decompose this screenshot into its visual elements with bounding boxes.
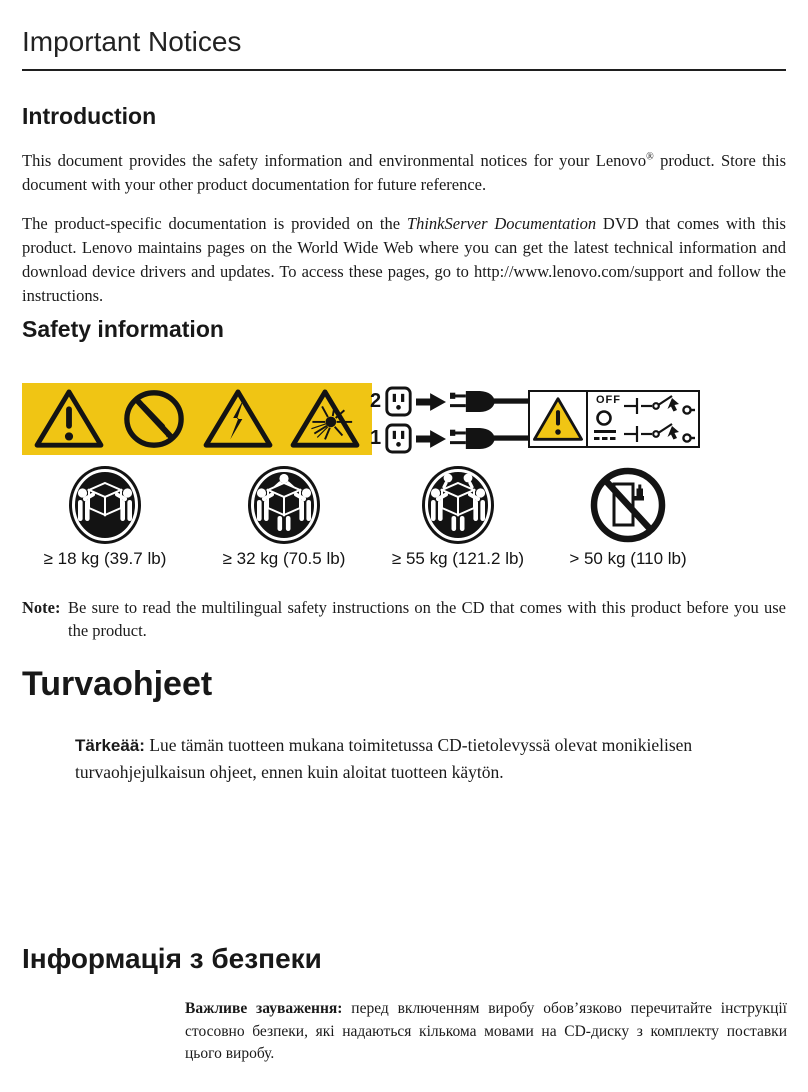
two-person-lift-icon bbox=[66, 463, 144, 547]
four-person-lift-icon bbox=[419, 463, 497, 547]
section-heading-ukrainian: Інформація з безпеки bbox=[22, 943, 322, 974]
safety-graphics-block bbox=[22, 383, 786, 575]
note-label: Note: bbox=[22, 598, 61, 617]
finnish-important-label: Tärkeää: bbox=[75, 736, 145, 755]
section-heading-introduction: Introduction bbox=[22, 103, 157, 129]
ukrainian-text: перед включенням виробу обов’язково перечитайте інструкції стосовно безпеки, які надаються кількома мовами на CD-диску з комплекту поставки цього виробу. bbox=[185, 1000, 787, 1062]
power-plug-icon bbox=[450, 390, 538, 413]
off-text: OFF bbox=[596, 394, 621, 406]
paragraph-intro-1-text: This document provides the safety information and environmental notices for your Lenovo bbox=[22, 151, 647, 170]
weight-label: ≥ 55 kg (121.2 lb) bbox=[391, 549, 525, 568]
power-cord-steps bbox=[370, 383, 532, 455]
hazard-symbol-strip bbox=[22, 383, 372, 455]
paragraph-ukrainian bbox=[185, 998, 787, 1066]
power-outlet-icon bbox=[385, 423, 412, 454]
power-outlet-icon bbox=[385, 386, 412, 417]
note-block bbox=[22, 596, 786, 642]
no-hand-truck-icon bbox=[589, 463, 667, 547]
paragraph-intro-1 bbox=[22, 149, 786, 197]
warning-triangle-icon bbox=[31, 388, 107, 450]
section-heading-safety: Safety information bbox=[22, 316, 224, 342]
switch-diagram-icon bbox=[588, 392, 696, 446]
power-plug-icon bbox=[450, 427, 538, 450]
title-rule bbox=[22, 69, 786, 71]
arrow-right-icon bbox=[416, 393, 446, 411]
section-heading-finnish: Turvaohjeet bbox=[22, 665, 213, 703]
ukrainian-important-label: Важливе зауваження: bbox=[185, 1000, 343, 1017]
arrow-right-icon bbox=[416, 430, 446, 448]
power-step-row-2 bbox=[370, 385, 532, 418]
page-title: Important Notices bbox=[22, 26, 242, 57]
no-screwdriver-icon bbox=[118, 388, 190, 450]
step-number: 2 bbox=[370, 390, 382, 412]
disconnect-panel bbox=[528, 390, 700, 448]
disconnect-symbols bbox=[588, 392, 698, 446]
registered-trademark-symbol: ® bbox=[646, 151, 654, 163]
thinkserver-documentation-title: ThinkServer Documentation bbox=[406, 214, 597, 233]
three-person-lift-icon bbox=[245, 463, 323, 547]
weight-label: ≥ 18 kg (39.7 lb) bbox=[43, 549, 167, 568]
weight-label: > 50 kg (110 lb) bbox=[569, 549, 687, 568]
warning-triangle-small-icon bbox=[530, 392, 588, 446]
paragraph-intro-1-cont: product. Store this document with your other product documentation for future reference. bbox=[22, 151, 786, 194]
note-text: Be sure to read the multilingual safety instructions on the CD that comes with this product before you use the product. bbox=[68, 598, 786, 640]
paragraph-finnish bbox=[75, 732, 715, 786]
step-number: 1 bbox=[370, 427, 382, 449]
finnish-text: Lue tämän tuotteen mukana toimitetussa CD-tietolevyssä olevat monikielisen turvaohjejulkaisun ohjeet, ennen kuin aloitat tuotteen käytön. bbox=[75, 735, 693, 782]
power-step-row-1 bbox=[370, 422, 532, 455]
laser-hazard-icon bbox=[287, 388, 363, 450]
paragraph-intro-2 bbox=[22, 212, 786, 308]
electrical-hazard-icon bbox=[200, 388, 276, 450]
weight-label: ≥ 32 kg (70.5 lb) bbox=[222, 549, 346, 568]
paragraph-intro-2-cont: DVD that comes with this product. Lenovo maintains pages on the World Wide Web where you can get the latest technical information and download device drivers and updates. To access these pages, go to http://www.lenovo.com/support and follow the instructions. bbox=[22, 214, 786, 305]
paragraph-intro-2-text: The product-specific documentation is provided on the bbox=[22, 214, 407, 233]
